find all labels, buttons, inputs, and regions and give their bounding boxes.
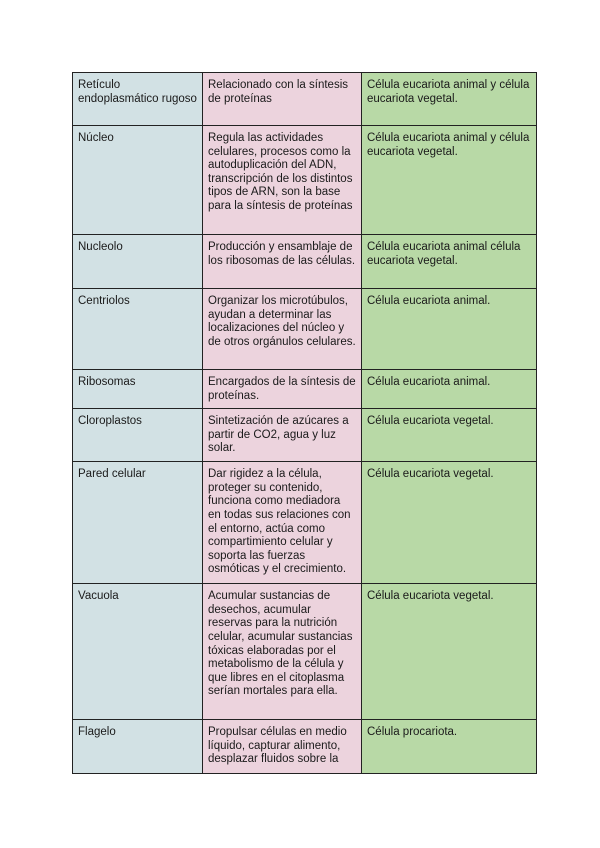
table-row <box>73 289 537 370</box>
organelle-function: Dar rigidez a la célula, proteger su contenido, funciona como mediadora en todas sus relaciones con el entorno, actúa como compartimiento celular y soporta las fuerzas osmóticas y el crecimiento. <box>203 462 362 584</box>
organelle-cell-type: Célula eucariota animal. <box>362 370 537 409</box>
organelle-name: Centriolos <box>73 289 203 370</box>
organelle-name: Núcleo <box>73 126 203 235</box>
organelle-function: Regula las actividades celulares, procesos como la autoduplicación del ADN, transcripción de los distintos tipos de ARN, son la base para la síntesis de proteínas <box>203 126 362 235</box>
organelle-name: Nucleolo <box>73 235 203 289</box>
organelle-name: Pared celular <box>73 462 203 584</box>
organelle-cell-type: Célula eucariota animal y célula eucariota vegetal. <box>362 126 537 235</box>
organelle-cell-type: Célula eucariota animal célula eucariota vegetal. <box>362 235 537 289</box>
organelle-function: Sintetización de azúcares a partir de CO2, agua y luz solar. <box>203 409 362 462</box>
table-row <box>73 462 537 584</box>
table-row <box>73 370 537 409</box>
organelle-name: Vacuola <box>73 584 203 720</box>
table-row <box>73 584 537 720</box>
organelle-cell-type: Célula eucariota vegetal. <box>362 462 537 584</box>
organelle-cell-type: Célula eucariota animal y célula eucariota vegetal. <box>362 73 537 126</box>
organelle-cell-type: Célula eucariota vegetal. <box>362 584 537 720</box>
table-row <box>73 235 537 289</box>
organelle-name: Flagelo <box>73 720 203 774</box>
table-row <box>73 720 537 774</box>
organelle-function: Organizar los microtúbulos, ayudan a determinar las localizaciones del núcleo y de otros orgánulos celulares. <box>203 289 362 370</box>
organelle-name: Retículo endoplasmático rugoso <box>73 73 203 126</box>
organelle-name: Cloroplastos <box>73 409 203 462</box>
organelle-cell-type: Célula eucariota vegetal. <box>362 409 537 462</box>
organelle-name: Ribosomas <box>73 370 203 409</box>
table-row <box>73 409 537 462</box>
organelle-function: Relacionado con la síntesis de proteínas <box>203 73 362 126</box>
organelle-function: Producción y ensamblaje de los ribosomas de las células. <box>203 235 362 289</box>
organelle-cell-type: Célula eucariota animal. <box>362 289 537 370</box>
table-row <box>73 73 537 126</box>
table-row <box>73 126 537 235</box>
organelle-cell-type: Célula procariota. <box>362 720 537 774</box>
organelle-function: Acumular sustancias de desechos, acumular reservas para la nutrición celular, acumular sustancias tóxicas elaboradas por el metabolismo de la célula y que libres en el citoplasma serían mortales para ella. <box>203 584 362 720</box>
organelle-function: Propulsar células en medio líquido, capturar alimento, desplazar fluidos sobre la <box>203 720 362 774</box>
organelle-table <box>72 72 537 774</box>
organelle-function: Encargados de la síntesis de proteínas. <box>203 370 362 409</box>
